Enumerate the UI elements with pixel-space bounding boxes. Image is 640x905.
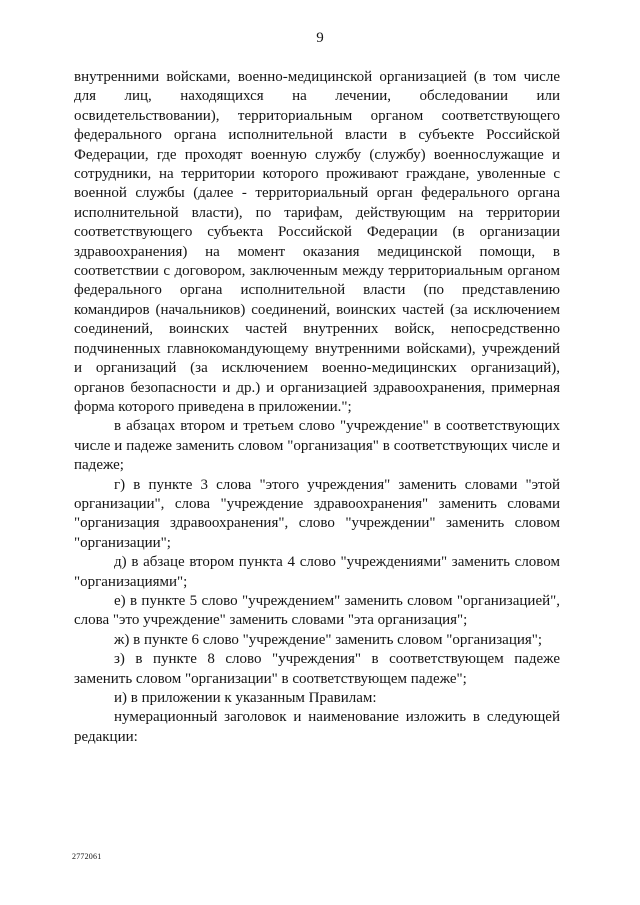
paragraph-amendment-i: и) в приложении к указанным Правилам: [114, 690, 377, 706]
paragraph-amendment-e: е) в пункте 5 слово "учреждением" заменить словом "организацией", слова "это учреждение" заменить словами "эта организация"; [74, 592, 560, 629]
paragraph-amendment-zh: ж) в пункте 6 слово "учреждение" заменить словом "организация"; [114, 631, 543, 648]
paragraph-amendment-z: з) в пункте 8 слово "учреждения" в соответствующем падеже заменить словом "организации" в соответствующем падеже"; [74, 651, 560, 687]
paragraph-amendment-d: д) в абзаце втором пункта 4 слово "учреждениями" заменить словом "организациями"; [74, 554, 560, 590]
paragraph-amendment-g: г) в пункте 3 слова "этого учреждения" заменить словами "этой организации", слова "учреждение здравоохранения" заменить словами "организация здравоохранения", слово "учреждении" заменить словом "организации"; [74, 476, 560, 551]
paragraph-continuation: внутренними войсками, военно-медицинской организацией (в том числе для лиц, находящихся на лечении, обследовании или освидетельствовании), территориальным органом соответствующего федерального органа исполнительной власти в субъекте Российской Федерации, где проходят военную службу (службу) военнослужащие и сотрудники, на территории которого проживают граждане, уволенные с военной службы (далее - территориальный орган федерального органа исполнительной власти), по тарифам, действующим на территории соответствующего субъекта Российской Федерации (в организации здравоохранения) на момент оказания медицинской помощи, в соответствии с договором, заключенным между территориальным органом федерального органа исполнительной власти (по представлению командиров (начальников) соединений, воинских частей (за исключением соединений, воинских частей внутренних войск, непосредственно подчиненных главнокомандующему внутренними войсками), учреждений и организаций (за исключением военно-медицинских организаций), органов безопасности и др.) и организацией здравоохранения, примерная форма которого приведена в приложении."; [74, 69, 560, 415]
paragraph-heading-instruction: нумерационный заголовок и наименование изложить в следующей редакции: [74, 709, 560, 745]
document-id-code: 2772061 [72, 852, 102, 861]
paragraph-amendment-abzats: в абзацах втором и третьем слово "учреждение" в соответствующих числе и падеже заменить словом "организация" в соответствующих числе и падеже; [74, 418, 560, 474]
page-number: 9 [316, 30, 324, 46]
document-body [74, 68, 560, 747]
